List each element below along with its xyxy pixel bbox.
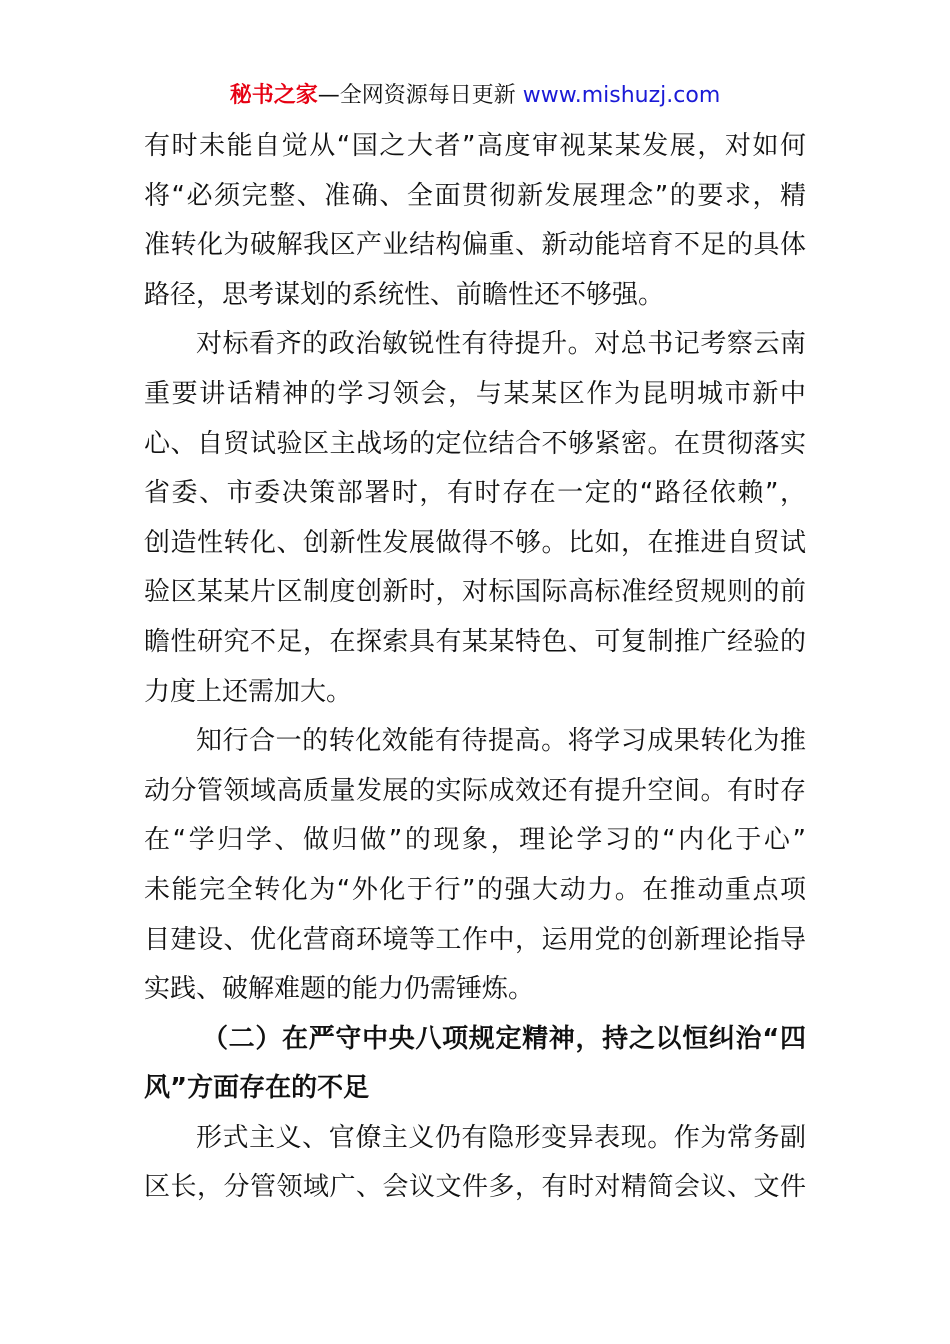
paragraph-start-line: 形式主义、官僚主义仍有隐形变异表现。作为常务副 (196, 1122, 806, 1153)
paragraph-start-line: 对标看齐的政治敏锐性有待提升。对总书记考察云南 (196, 329, 806, 360)
text-line: 将“必须完整、准确、全面贯彻新发展理念”的要求，精 (144, 180, 806, 211)
text-line: 在“学归学、做归做”的现象，理论学习的“内化于心” (144, 825, 806, 856)
header-tagline: —全网资源每日更新 (317, 83, 516, 108)
text-line: 路径，思考谋划的系统性、前瞻性还不够强。 (144, 279, 665, 310)
text-line: 动分管领域高质量发展的实际成效还有提升空间。有时存 (144, 775, 806, 806)
text-line: 区长，分管领域广、会议文件多，有时对精简会议、文件 (144, 1172, 806, 1203)
text-line: 目建设、优化营商环境等工作中，运用党的创新理论指导 (144, 924, 806, 955)
section-heading-line: 风”方面存在的不足 (144, 1073, 370, 1104)
text-line: 实践、破解难题的能力仍需锤炼。 (144, 974, 535, 1005)
text-line: 有时未能自觉从“国之大者”高度审视某某发展，对如何 (144, 131, 806, 161)
site-header (0, 80, 950, 112)
text-line: 力度上还需加大。 (144, 676, 353, 707)
text-line: 验区某某片区制度创新时，对标国际高标准经贸规则的前 (144, 577, 806, 608)
text-line: 未能完全转化为“外化于行”的强大动力。在推动重点项 (144, 874, 806, 905)
text-line: 重要讲话精神的学习领会，与某某区作为昆明城市新中 (144, 378, 806, 409)
text-line: 创造性转化、创新性发展做得不够。比如，在推进自贸试 (144, 527, 806, 558)
site-url-link[interactable]: www.mishuzj.com (522, 83, 721, 108)
text-line: 省委、市委决策部署时，有时存在一定的“路径依赖”， (144, 478, 806, 509)
text-line: 瞻性研究不足，在探索具有某某特色、可复制推广经验的 (144, 626, 806, 657)
section-heading-line: （二）在严守中央八项规定精神，持之以恒纠治“四 (202, 1023, 806, 1054)
paragraph-start-line: 知行合一的转化效能有待提高。将学习成果转化为推 (196, 726, 806, 757)
brand-name: 秘书之家 (229, 83, 318, 108)
text-line: 心、自贸试验区主战场的定位结合不够紧密。在贯彻落实 (144, 428, 806, 459)
text-line: 准转化为破解我区产业结构偏重、新动能培育不足的具体 (144, 230, 806, 261)
document-body (144, 122, 806, 1213)
